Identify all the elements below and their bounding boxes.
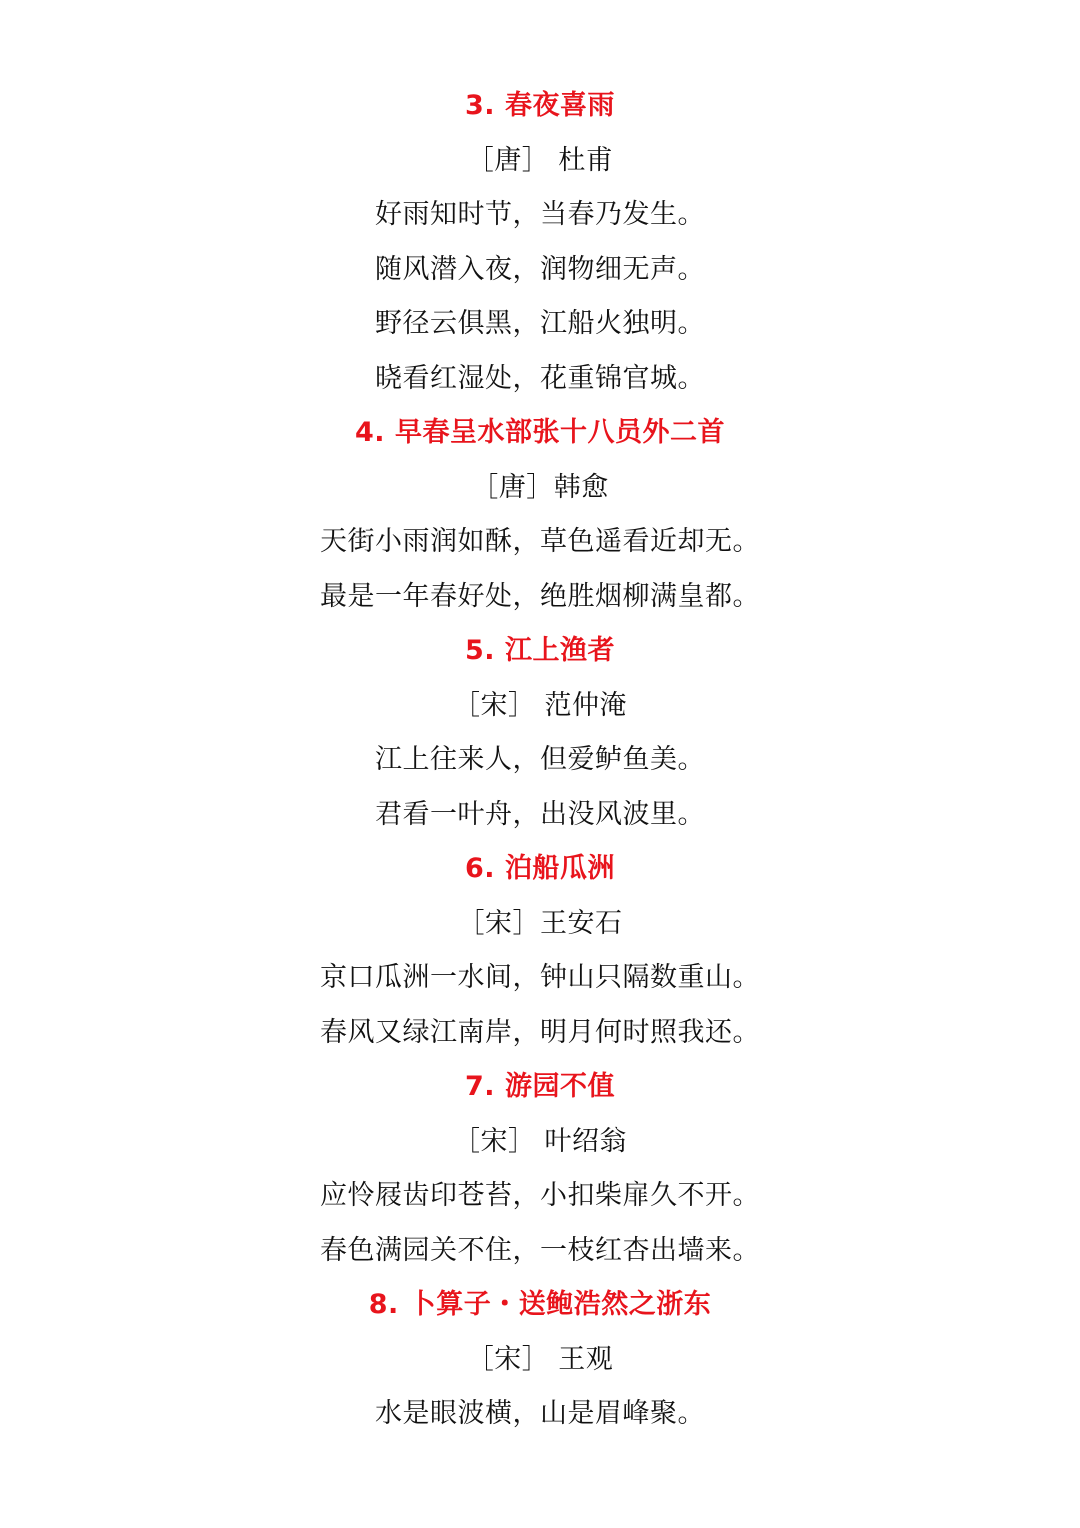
poem-line: 水是眼波横，山是眉峰聚。 — [375, 1398, 705, 1429]
poem-line: 君看一叶舟，出没风波里。 — [375, 798, 705, 830]
poem-line: 晓看红湿处，花重锦官城。 — [375, 362, 705, 394]
poem-title: 6. 泊船瓜洲 — [465, 853, 615, 884]
poem-author: ［宋］王安石 — [457, 907, 623, 939]
poem-author: ［宋］ 叶绍翁 — [452, 1125, 628, 1157]
poem-author: ［宋］ 范仲淹 — [452, 689, 628, 721]
poem-line: 天街小雨润如酥，草色遥看近却无。 — [320, 526, 760, 557]
poem-line: 随风潜入夜，润物细无声。 — [375, 253, 705, 285]
poem-author: ［唐］ 杜甫 — [466, 144, 614, 176]
poem-title: 7. 游园不值 — [465, 1071, 615, 1102]
poem-title: 3. 春夜喜雨 — [465, 90, 615, 121]
poem-line: 好雨知时节，当春乃发生。 — [375, 199, 705, 230]
poem-line: 江上往来人，但爱鲈鱼美。 — [375, 744, 705, 775]
poem-author: ［唐］韩愈 — [471, 471, 609, 503]
poem-line: 春风又绿江南岸，明月何时照我还。 — [320, 1016, 760, 1048]
poem-line: 野径云俱黑，江船火独明。 — [375, 308, 705, 339]
poem-title: 8. 卜算子・送鲍浩然之浙东 — [368, 1289, 712, 1320]
poem-line: 京口瓜洲一水间，钟山只隔数重山。 — [320, 962, 760, 993]
poem-line: 春色满园关不住，一枝红杏出墙来。 — [320, 1234, 760, 1266]
poem-line: 最是一年春好处，绝胜烟柳满皇都。 — [320, 580, 760, 612]
poem-author: ［宋］ 王观 — [466, 1343, 614, 1375]
poem-title: 5. 江上渔者 — [465, 635, 615, 666]
poem-line: 应怜屐齿印苍苔，小扣柴扉久不开。 — [320, 1180, 760, 1211]
poem-page — [0, 79, 1080, 1442]
poem-title: 4. 早春呈水部张十八员外二首 — [355, 417, 725, 448]
